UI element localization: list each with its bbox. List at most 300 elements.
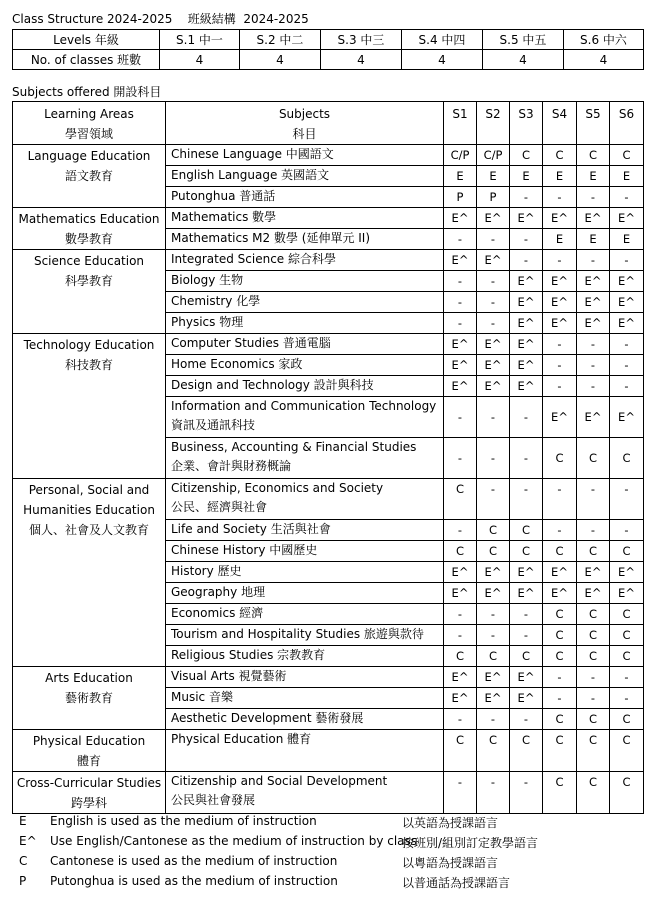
subject-name-cell bbox=[166, 583, 444, 604]
medium-cell: P bbox=[477, 187, 510, 208]
subject-name: Life and Society 生活與社會 bbox=[171, 522, 331, 536]
medium-cell: C bbox=[510, 646, 543, 667]
subject-name: Physical Education 體育 bbox=[171, 732, 312, 746]
medium-cell: E^ bbox=[577, 397, 610, 438]
learning-area-en: Technology Education bbox=[23, 338, 155, 352]
medium-cell: C bbox=[610, 646, 644, 667]
legend-code: P bbox=[19, 874, 27, 888]
medium-cell: C bbox=[577, 438, 610, 479]
subject-row bbox=[13, 667, 644, 688]
medium-cell: E^ bbox=[510, 355, 543, 376]
medium-cell: - bbox=[577, 250, 610, 271]
medium-cell: - bbox=[510, 625, 543, 646]
class-structure-table bbox=[12, 29, 644, 70]
legend-code: E^ bbox=[19, 834, 37, 848]
medium-cell: E^ bbox=[543, 583, 577, 604]
medium-cell: E^ bbox=[444, 208, 477, 229]
medium-cell: C bbox=[543, 709, 577, 730]
subject-name: Physics 物理 bbox=[171, 315, 244, 329]
medium-cell: C bbox=[510, 145, 543, 166]
medium-cell: E bbox=[510, 166, 543, 187]
medium-cell: - bbox=[577, 334, 610, 355]
medium-of-instruction-legend bbox=[12, 812, 652, 892]
medium-cell: C bbox=[477, 541, 510, 562]
medium-cell: C bbox=[577, 709, 610, 730]
levels-label: Levels 年級 bbox=[13, 30, 160, 50]
medium-cell: E^ bbox=[610, 562, 644, 583]
medium-cell: E bbox=[543, 229, 577, 250]
medium-cell: E^ bbox=[477, 334, 510, 355]
subject-name: Biology 生物 bbox=[171, 273, 244, 287]
medium-cell: E^ bbox=[577, 583, 610, 604]
medium-cell: C bbox=[543, 604, 577, 625]
level-cell: S.5 中五 bbox=[483, 30, 564, 50]
learning-area-cell bbox=[13, 208, 166, 250]
class-count-cell: 4 bbox=[402, 50, 483, 70]
subject-name-cell bbox=[166, 292, 444, 313]
medium-cell: - bbox=[543, 520, 577, 541]
learning-area-en: Physical Education bbox=[32, 734, 146, 748]
learning-area-zh: 個人、社會及人文教育 bbox=[28, 523, 149, 537]
subject-name-cell bbox=[166, 334, 444, 355]
subject-name-cell bbox=[166, 313, 444, 334]
medium-cell: C bbox=[510, 520, 543, 541]
medium-cell: - bbox=[577, 479, 610, 520]
learning-area-cell bbox=[13, 479, 166, 667]
subject-name: Chemistry 化學 bbox=[171, 294, 261, 308]
medium-cell: C bbox=[543, 541, 577, 562]
legend-description-zh: 以普通話為授課語言 bbox=[402, 876, 511, 890]
medium-cell: - bbox=[610, 667, 644, 688]
medium-cell: C bbox=[577, 625, 610, 646]
subject-name-cell bbox=[166, 688, 444, 709]
subject-name: Computer Studies 普通電腦 bbox=[171, 336, 331, 350]
medium-cell: E^ bbox=[577, 562, 610, 583]
medium-cell: E^ bbox=[444, 334, 477, 355]
medium-cell: E^ bbox=[610, 397, 644, 438]
level-cell: S.2 中二 bbox=[240, 30, 321, 50]
level-header: S1 bbox=[444, 102, 477, 145]
subjects-header-row bbox=[13, 102, 644, 145]
medium-cell: E^ bbox=[510, 583, 543, 604]
subject-name-cell bbox=[166, 229, 444, 250]
level-cell: S.6 中六 bbox=[564, 30, 644, 50]
medium-cell: - bbox=[610, 688, 644, 709]
medium-cell: E^ bbox=[510, 208, 543, 229]
medium-cell: - bbox=[477, 709, 510, 730]
medium-cell: - bbox=[510, 438, 543, 479]
subject-name-cell bbox=[166, 625, 444, 646]
learning-area-zh: 數學教育 bbox=[64, 232, 113, 246]
medium-cell: - bbox=[477, 438, 510, 479]
subject-name: Economics 經濟 bbox=[171, 606, 264, 620]
subject-name: English Language 英國語文 bbox=[171, 168, 330, 182]
learning-area-zh: 跨學科 bbox=[70, 796, 107, 810]
medium-cell: C bbox=[510, 541, 543, 562]
medium-cell: - bbox=[610, 355, 644, 376]
medium-cell: C bbox=[577, 604, 610, 625]
medium-cell: C bbox=[610, 438, 644, 479]
medium-cell: - bbox=[444, 772, 477, 814]
medium-cell: - bbox=[510, 229, 543, 250]
learning-area-cell bbox=[13, 730, 166, 772]
medium-cell: C bbox=[610, 730, 644, 772]
header-subjects-en: Subjects bbox=[278, 107, 331, 121]
learning-area-cell bbox=[13, 250, 166, 334]
legend-description-zh: 按班別/組別訂定教學語言 bbox=[402, 836, 539, 850]
medium-cell: - bbox=[444, 604, 477, 625]
medium-cell: - bbox=[477, 625, 510, 646]
learning-area-en2: Humanities Education bbox=[23, 503, 155, 517]
subject-name: Citizenship, Economics and Society bbox=[171, 481, 384, 495]
subject-name: Visual Arts 視覺藝術 bbox=[171, 669, 287, 683]
subject-row bbox=[13, 730, 644, 772]
medium-cell: E^ bbox=[444, 355, 477, 376]
medium-cell: E^ bbox=[477, 208, 510, 229]
medium-cell: E^ bbox=[510, 376, 543, 397]
medium-cell: C bbox=[477, 730, 510, 772]
medium-cell: E^ bbox=[477, 250, 510, 271]
medium-cell: E^ bbox=[577, 208, 610, 229]
medium-cell: - bbox=[610, 479, 644, 520]
medium-cell: - bbox=[577, 667, 610, 688]
subject-name: Mathematics 數學 bbox=[171, 210, 277, 224]
class-count-cell: 4 bbox=[321, 50, 402, 70]
medium-cell: E^ bbox=[477, 583, 510, 604]
medium-cell: - bbox=[477, 292, 510, 313]
medium-cell: C bbox=[577, 145, 610, 166]
learning-area-cell bbox=[13, 667, 166, 730]
medium-cell: - bbox=[444, 397, 477, 438]
medium-cell: C bbox=[577, 730, 610, 772]
subject-name: Integrated Science 綜合科學 bbox=[171, 252, 336, 266]
medium-cell: - bbox=[543, 355, 577, 376]
medium-cell: C bbox=[610, 604, 644, 625]
medium-cell: C bbox=[543, 625, 577, 646]
medium-cell: - bbox=[610, 376, 644, 397]
learning-area-en: Mathematics Education bbox=[18, 212, 160, 226]
medium-cell: E bbox=[610, 229, 644, 250]
subject-name-zh: 企業、會計與財務概論 bbox=[171, 459, 292, 473]
medium-cell: E^ bbox=[444, 667, 477, 688]
medium-cell: C bbox=[610, 541, 644, 562]
medium-cell: C bbox=[477, 520, 510, 541]
legend-description-en: Use English/Cantonese as the medium of instruction by class bbox=[50, 834, 418, 848]
subject-name-cell bbox=[166, 271, 444, 292]
medium-cell: C bbox=[543, 145, 577, 166]
subject-name-cell bbox=[166, 166, 444, 187]
learning-area-zh: 科學教育 bbox=[64, 274, 113, 288]
subject-name: Geography 地理 bbox=[171, 585, 266, 599]
medium-cell: E^ bbox=[610, 271, 644, 292]
subject-name-cell bbox=[166, 438, 444, 479]
subject-name-cell bbox=[166, 250, 444, 271]
medium-cell: E^ bbox=[610, 292, 644, 313]
medium-cell: E^ bbox=[577, 313, 610, 334]
subjects-header bbox=[166, 102, 444, 145]
subject-name-cell bbox=[166, 187, 444, 208]
medium-cell: - bbox=[543, 479, 577, 520]
level-cell: S.1 中一 bbox=[160, 30, 240, 50]
subject-name-cell bbox=[166, 479, 444, 520]
medium-cell: E^ bbox=[543, 292, 577, 313]
medium-cell: E bbox=[543, 166, 577, 187]
subject-name-cell bbox=[166, 208, 444, 229]
medium-cell: - bbox=[543, 667, 577, 688]
subject-name-zh: 公民、經濟與社會 bbox=[171, 500, 268, 514]
legend-row bbox=[12, 832, 652, 852]
subject-name-cell bbox=[166, 355, 444, 376]
medium-cell: E^ bbox=[610, 313, 644, 334]
medium-cell: E^ bbox=[577, 271, 610, 292]
subject-name-cell bbox=[166, 646, 444, 667]
subject-name: Information and Communication Technology bbox=[171, 399, 437, 413]
subject-name-zh: 資訊及通訊科技 bbox=[171, 418, 256, 432]
subject-name: Mathematics M2 數學 (延伸單元 II) bbox=[171, 231, 371, 245]
medium-cell: - bbox=[543, 187, 577, 208]
medium-cell: - bbox=[543, 334, 577, 355]
level-cell: S.3 中三 bbox=[321, 30, 402, 50]
subject-name: Music 音樂 bbox=[171, 690, 233, 704]
subject-name-zh bbox=[171, 749, 443, 768]
medium-cell: C bbox=[543, 772, 577, 814]
learning-area-zh: 語文教育 bbox=[64, 169, 113, 183]
medium-cell: C bbox=[444, 479, 477, 520]
subject-name-cell bbox=[166, 376, 444, 397]
level-header: S3 bbox=[510, 102, 543, 145]
subject-row bbox=[13, 145, 644, 166]
subject-name-cell bbox=[166, 667, 444, 688]
medium-cell: - bbox=[477, 772, 510, 814]
legend-row bbox=[12, 812, 652, 832]
medium-cell: - bbox=[510, 479, 543, 520]
medium-cell: - bbox=[444, 229, 477, 250]
subject-name: Home Economics 家政 bbox=[171, 357, 303, 371]
medium-cell: C bbox=[444, 541, 477, 562]
subject-name: Putonghua 普通話 bbox=[171, 189, 276, 203]
medium-cell: - bbox=[444, 709, 477, 730]
subject-name: Citizenship and Social Development bbox=[171, 774, 388, 788]
subject-row bbox=[13, 334, 644, 355]
learning-area-cell bbox=[13, 145, 166, 208]
medium-cell: - bbox=[577, 376, 610, 397]
medium-cell: C bbox=[577, 772, 610, 814]
medium-cell: C/P bbox=[444, 145, 477, 166]
medium-cell: - bbox=[510, 604, 543, 625]
legend-row bbox=[12, 872, 652, 892]
class-count-cell: 4 bbox=[160, 50, 240, 70]
class-count-cell: 4 bbox=[483, 50, 564, 70]
learning-area-en: Cross-Curricular Studies bbox=[16, 776, 162, 790]
medium-cell: - bbox=[510, 772, 543, 814]
learning-area-en: Science Education bbox=[33, 254, 145, 268]
medium-cell: - bbox=[477, 271, 510, 292]
medium-cell: E^ bbox=[477, 688, 510, 709]
legend-description-zh: 以英語為授課語言 bbox=[402, 816, 499, 830]
subject-name-cell bbox=[166, 520, 444, 541]
class-structure-title: Class Structure 2024-2025 班級結構 2024-2025 bbox=[12, 12, 309, 26]
subject-name: Business, Accounting & Financial Studies bbox=[171, 440, 417, 454]
subject-name-cell bbox=[166, 709, 444, 730]
subject-row bbox=[13, 772, 644, 814]
medium-cell: C bbox=[610, 772, 644, 814]
subject-name-cell bbox=[166, 730, 444, 772]
medium-cell: - bbox=[577, 520, 610, 541]
medium-cell: - bbox=[444, 438, 477, 479]
medium-cell: - bbox=[610, 187, 644, 208]
subject-name-cell bbox=[166, 562, 444, 583]
level-cell: S.4 中四 bbox=[402, 30, 483, 50]
subject-row bbox=[13, 208, 644, 229]
medium-cell: E^ bbox=[477, 667, 510, 688]
medium-cell: - bbox=[477, 479, 510, 520]
learning-areas-header bbox=[13, 102, 166, 145]
medium-cell: - bbox=[510, 187, 543, 208]
medium-cell: - bbox=[510, 397, 543, 438]
learning-area-zh: 藝術教育 bbox=[64, 691, 113, 705]
medium-cell: E^ bbox=[577, 292, 610, 313]
medium-cell: C bbox=[577, 646, 610, 667]
learning-area-en: Language Education bbox=[27, 149, 151, 163]
header-area-en: Learning Areas bbox=[44, 107, 134, 121]
medium-cell: E^ bbox=[543, 313, 577, 334]
medium-cell: E^ bbox=[510, 313, 543, 334]
medium-cell: E^ bbox=[444, 562, 477, 583]
medium-cell: - bbox=[510, 709, 543, 730]
subject-name: History 歷史 bbox=[171, 564, 242, 578]
learning-area-zh: 體育 bbox=[76, 754, 101, 768]
subject-name: Religious Studies 宗教教育 bbox=[171, 648, 326, 662]
level-header: S4 bbox=[543, 102, 577, 145]
class-count-cell: 4 bbox=[564, 50, 644, 70]
medium-cell: C bbox=[510, 730, 543, 772]
medium-cell: E^ bbox=[610, 208, 644, 229]
medium-cell: - bbox=[610, 334, 644, 355]
medium-cell: E^ bbox=[444, 376, 477, 397]
medium-cell: E bbox=[477, 166, 510, 187]
subject-name: Design and Technology 設計與科技 bbox=[171, 378, 374, 392]
medium-cell: - bbox=[577, 187, 610, 208]
subject-name-cell bbox=[166, 604, 444, 625]
medium-cell: - bbox=[477, 604, 510, 625]
classes-label: No. of classes 班數 bbox=[13, 50, 160, 70]
learning-area-cell bbox=[13, 772, 166, 814]
subject-name: Chinese History 中國歷史 bbox=[171, 543, 318, 557]
medium-cell: - bbox=[543, 688, 577, 709]
learning-area-cell bbox=[13, 334, 166, 479]
classes-row bbox=[13, 50, 644, 70]
medium-cell: C bbox=[477, 646, 510, 667]
medium-cell: P bbox=[444, 187, 477, 208]
medium-cell: E^ bbox=[477, 376, 510, 397]
medium-cell: E^ bbox=[610, 583, 644, 604]
medium-cell: - bbox=[543, 250, 577, 271]
subject-name-cell bbox=[166, 541, 444, 562]
medium-cell: E^ bbox=[477, 562, 510, 583]
medium-cell: E^ bbox=[477, 355, 510, 376]
subject-name-zh: 公民與社會發展 bbox=[171, 793, 256, 807]
medium-cell: - bbox=[477, 397, 510, 438]
medium-cell: C bbox=[610, 625, 644, 646]
medium-cell: E bbox=[444, 166, 477, 187]
subject-name-cell bbox=[166, 145, 444, 166]
medium-cell: - bbox=[477, 313, 510, 334]
subject-row bbox=[13, 479, 644, 520]
medium-cell: - bbox=[610, 520, 644, 541]
medium-cell: - bbox=[510, 250, 543, 271]
legend-code: C bbox=[19, 854, 28, 868]
medium-cell: - bbox=[444, 625, 477, 646]
subject-name: Tourism and Hospitality Studies 旅遊與款待 bbox=[171, 627, 424, 641]
learning-area-zh: 科技教育 bbox=[64, 358, 113, 372]
level-header: S6 bbox=[610, 102, 644, 145]
medium-cell: E^ bbox=[444, 250, 477, 271]
legend-description-zh: 以粵語為授課語言 bbox=[402, 856, 499, 870]
legend-code: E bbox=[19, 814, 27, 828]
medium-cell: - bbox=[577, 688, 610, 709]
level-header: S2 bbox=[477, 102, 510, 145]
medium-cell: E^ bbox=[543, 397, 577, 438]
medium-cell: E bbox=[610, 166, 644, 187]
class-count-cell: 4 bbox=[240, 50, 321, 70]
medium-cell: C/P bbox=[477, 145, 510, 166]
medium-cell: - bbox=[543, 376, 577, 397]
medium-cell: - bbox=[477, 229, 510, 250]
subject-row bbox=[13, 250, 644, 271]
medium-cell: C bbox=[543, 438, 577, 479]
subject-name: Aesthetic Development 藝術發展 bbox=[171, 711, 364, 725]
medium-cell: E^ bbox=[444, 688, 477, 709]
subject-name-cell bbox=[166, 397, 444, 438]
subject-name: Chinese Language 中國語文 bbox=[171, 147, 334, 161]
learning-area-en: Arts Education bbox=[45, 671, 133, 685]
legend-row bbox=[12, 852, 652, 872]
legend-description-en: English is used as the medium of instruction bbox=[50, 814, 317, 828]
header-area-zh: 學習領域 bbox=[64, 127, 113, 141]
legend-description-en: Cantonese is used as the medium of instruction bbox=[50, 854, 338, 868]
medium-cell: E^ bbox=[543, 271, 577, 292]
medium-cell: E bbox=[577, 166, 610, 187]
medium-cell: C bbox=[543, 646, 577, 667]
medium-cell: - bbox=[444, 271, 477, 292]
learning-area-en: Personal, Social and bbox=[28, 483, 150, 497]
medium-cell: E bbox=[577, 229, 610, 250]
levels-row bbox=[13, 30, 644, 50]
level-header: S5 bbox=[577, 102, 610, 145]
medium-cell: - bbox=[577, 355, 610, 376]
medium-cell: - bbox=[610, 250, 644, 271]
medium-cell: C bbox=[444, 646, 477, 667]
medium-cell: E^ bbox=[543, 208, 577, 229]
medium-cell: E^ bbox=[510, 334, 543, 355]
medium-cell: C bbox=[610, 709, 644, 730]
medium-cell: C bbox=[543, 730, 577, 772]
subjects-offered-title: Subjects offered 開設科目 bbox=[12, 85, 162, 99]
medium-cell: E^ bbox=[543, 562, 577, 583]
medium-cell: - bbox=[444, 313, 477, 334]
medium-cell: E^ bbox=[510, 667, 543, 688]
medium-cell: - bbox=[444, 520, 477, 541]
header-subjects-zh: 科目 bbox=[292, 127, 317, 141]
subject-name-cell bbox=[166, 772, 444, 814]
medium-cell: C bbox=[577, 541, 610, 562]
medium-cell: C bbox=[444, 730, 477, 772]
medium-cell: - bbox=[444, 292, 477, 313]
medium-cell: C bbox=[610, 145, 644, 166]
medium-cell: E^ bbox=[510, 688, 543, 709]
medium-cell: E^ bbox=[510, 292, 543, 313]
subjects-table bbox=[12, 101, 644, 814]
